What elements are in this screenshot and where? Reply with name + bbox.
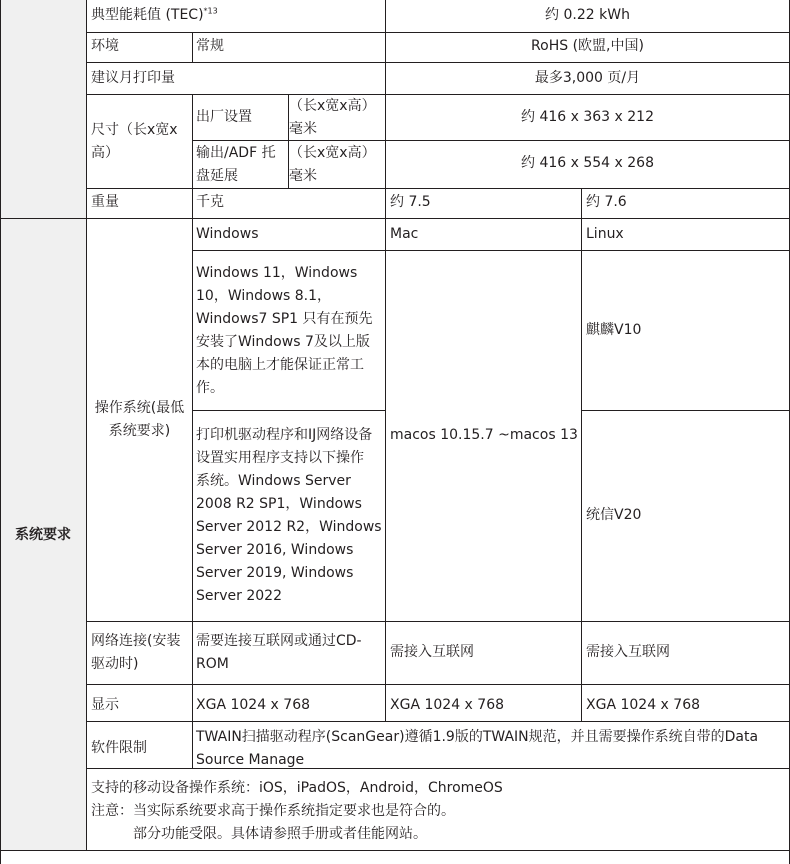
display-label: 显示 [91, 697, 119, 713]
notes-note1: 注意：当实际系统要求高于操作系统指定要求也是符合的。 [91, 803, 455, 819]
network-label: 网络连接(安装 驱动时) [91, 633, 181, 672]
display-windows: XGA 1024 x 768 [196, 697, 311, 713]
software-value: TWAIN扫描驱动程序(ScanGear)遵循1.9版的TWAIN规范，并且需要操作系统自带的Data Source Manage [196, 729, 759, 768]
dimensions-label: 尺寸（长x宽x 高） [91, 122, 178, 161]
dimensions-factory-label: 出厂设置 [196, 109, 252, 125]
weight-unit: 千克 [196, 194, 224, 210]
dimensions-extended-label: 输出/ADF 托 盘延展 [196, 145, 276, 184]
tec-label: 典型能耗值 (TEC)$^{*13}$ [91, 6, 218, 23]
system-section-label: 系统要求 [15, 527, 71, 543]
environment-label: 环境 [91, 38, 119, 54]
linux-os-1: 麒麟V10 [586, 322, 642, 338]
notes-mobile: 支持的移动设备操作系统：iOS，iPadOS，Android，ChromeOS [91, 780, 503, 796]
network-windows: 需要连接互联网或通过CD- ROM [196, 633, 362, 672]
notes-note2: 部分功能受限。具体请参照手册或者佳能网站。 [133, 826, 427, 842]
dimensions-factory-unit: （长x宽x高） 毫米 [289, 98, 376, 137]
software-label: 软件限制 [91, 740, 147, 756]
os-label: 操作系统(最低 系统要求) [94, 400, 185, 439]
weight-value-2: 约 7.6 [586, 194, 627, 210]
footnote-ref: *13 [203, 6, 218, 16]
linux-os-2: 统信V20 [586, 507, 642, 523]
environment-value: RoHS (欧盟,中国) [531, 38, 644, 54]
windows-client-os: Windows 11，Windows 10，Windows 8.1， Windows7 SP1 只有在预先 安装了Windows 7及以上版 本的电脑上才能保证正常工 作。 [196, 265, 373, 396]
tec-value: 约 0.22 kWh [545, 7, 630, 23]
display-mac: XGA 1024 x 768 [390, 697, 505, 713]
duty-label: 建议月打印量 [91, 70, 175, 86]
windows-server-os: 打印机驱动程序和IJ网络设备 设置实用程序支持以下操作 系统。Windows Server 2008 R2 SP1，Windows Server 2012 R2，Windows Server 2016, Windows Server 2019, Windows Server 2022 [196, 427, 382, 604]
dimensions-factory-value: 约 416 x 363 x 212 [521, 109, 654, 125]
header-mac: Mac [390, 226, 419, 242]
weight-label: 重量 [91, 194, 119, 210]
left-column-top-shade [0, 0, 86, 218]
weight-value-1: 约 7.5 [390, 194, 431, 210]
display-linux: XGA 1024 x 768 [586, 697, 701, 713]
header-linux: Linux [586, 226, 624, 242]
dimensions-extended-value: 约 416 x 554 x 268 [521, 155, 654, 171]
environment-sub: 常规 [196, 38, 224, 54]
duty-value: 最多3,000 页/月 [534, 70, 641, 86]
mac-os-value: macos 10.15.7 ~macos 13 [390, 427, 578, 443]
dimensions-extended-unit: （长x宽x高） 毫米 [289, 145, 376, 184]
header-windows: Windows [196, 226, 259, 242]
network-mac: 需接入互联网 [390, 644, 474, 660]
network-linux: 需接入互联网 [586, 644, 670, 660]
